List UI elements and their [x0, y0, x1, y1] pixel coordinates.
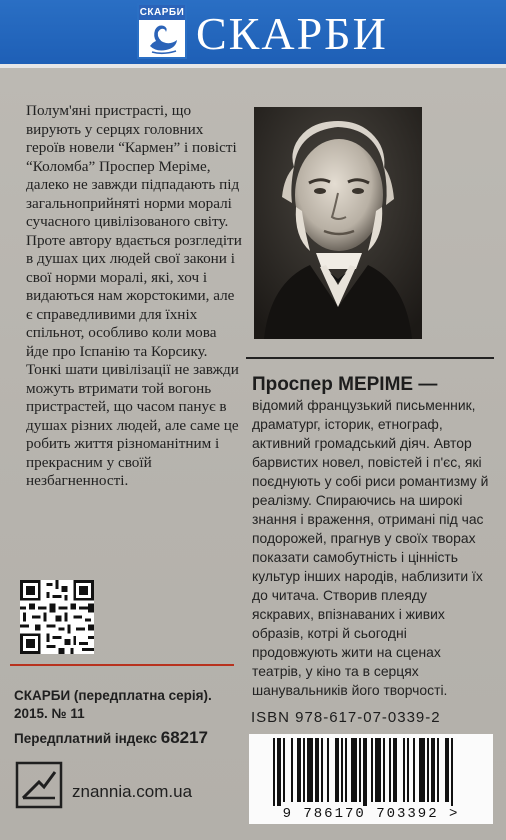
author-biography: відомий французький письменник, драматург, історик, етнограф, активний громадський діяч. Автор барвистих новел, повістей і п'єс, які поєднують у собі риси романтизму й реалізму. Спираючись на широкі знання і враження, отримані під час подорожей, прагнув у своїх творах показати самобутність і цінність культур інших народів, наблизити їх до читача. Створив плеяду яскравих, впізнаваних і живих образів, котрі й сьогодні продовжують жити на сценах театрів, у кіно та в серцях шанувальників його творчості.: [252, 397, 489, 698]
barcode-bar: [303, 738, 305, 802]
barcode-bar: [375, 738, 381, 802]
barcode-bar: [273, 738, 275, 806]
barcode-bar: [335, 738, 339, 802]
barcode-bar: [437, 738, 439, 802]
footer-red-divider: [10, 664, 234, 666]
barcode-bar: [407, 738, 409, 802]
barcode-bar: [297, 738, 301, 802]
barcode-bar: [419, 738, 425, 802]
author-portrait: [254, 107, 422, 339]
publisher-website: znannia.com.ua: [72, 782, 193, 801]
barcode-bar: [427, 738, 429, 802]
barcode-bar: [403, 738, 405, 802]
qr-code-icon: [20, 580, 94, 654]
header-divider: [0, 64, 506, 68]
barcode-bar: [413, 738, 415, 802]
barcode-bar: [389, 738, 391, 802]
subscription-index-label: Передплатний індекс: [14, 731, 157, 746]
barcode-bar: [315, 738, 319, 802]
barcode-bar: [341, 738, 343, 802]
barcode-bar: [431, 738, 435, 802]
barcode-bar: [283, 738, 285, 802]
barcode-icon: [249, 734, 493, 824]
barcode-bar: [291, 738, 293, 802]
barcode-bar: [359, 738, 361, 802]
series-logo-label: СКАРБИ: [139, 7, 185, 18]
barcode-bar: [307, 738, 313, 802]
barcode-bar: [383, 738, 385, 802]
author-divider: [246, 357, 494, 359]
barcode-bar: [277, 738, 281, 806]
series-title: СКАРБИ: [196, 8, 388, 59]
publisher-logo-icon: [14, 760, 64, 810]
barcode-bar: [363, 738, 367, 806]
barcode-bar: [393, 738, 397, 802]
swan-icon: [146, 22, 180, 56]
barcode-bar: [327, 738, 329, 802]
book-description: Полум'яні пристрасті, що вирують у серцях головних героїв новели “Кармен” і повісті “Коломба” Проспер Меріме, далеко не завжди підпадають під загальноприйняті норми моралі сучасного цивілізованого світу. Проте автору вдається розгледіти в душах цих людей свої закони і свої норми моралі, які, хоч і видаються нам жорстокими, але є справедливими для їхніх спільнот, особливо коли мова йде про Іспанію та Корсику. Тонкі шати цивілізації не завжди можуть втримати той вогонь пристрастей, що часом панує в душах різних людей, але саме це робить життя різноманітним і прекрасним у своїй незбагненності.: [26, 102, 242, 489]
subscription-index: [14, 728, 208, 748]
series-info: СКАРБИ (передплатна серія).: [14, 688, 212, 703]
isbn-number: ISBN 978-617-07-0339-2: [251, 709, 441, 726]
barcode-bar: [345, 738, 347, 802]
subscription-index-value: 68217: [160, 728, 209, 747]
series-logo: [137, 3, 187, 59]
author-name: Проспер МЕРІМЕ —: [252, 374, 438, 395]
barcode-bar: [321, 738, 323, 802]
barcode-bar: [445, 738, 449, 802]
barcode-bar: [351, 738, 357, 802]
barcode-bar: [451, 738, 453, 806]
series-issue: 2015. № 11: [14, 706, 85, 721]
barcode-digits: 9 786170 703392 >: [282, 806, 460, 822]
barcode-bar: [371, 738, 373, 802]
